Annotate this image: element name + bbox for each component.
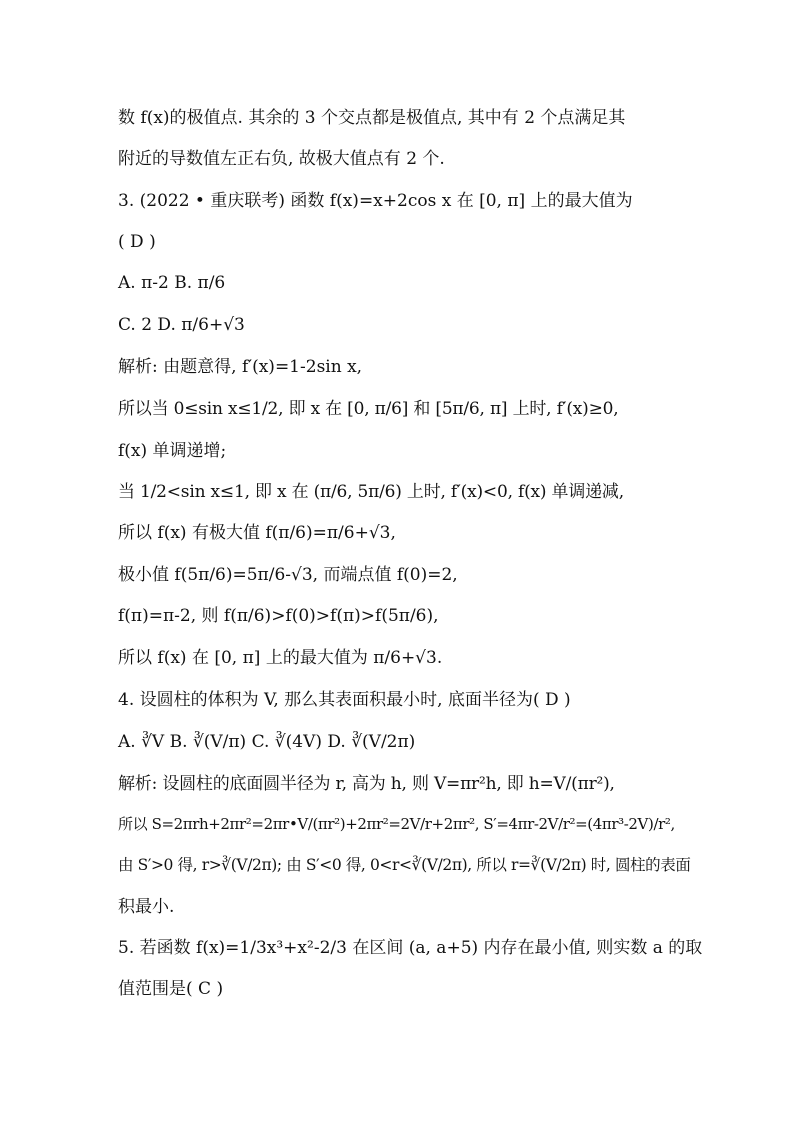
- solution-line: 当 1/2<sin x≤1, 即 x 在 (π/6, 5π/6) 上时, f′(x)<0, f(x) 单调递减,: [118, 482, 624, 502]
- solution-line: f(x) 单调递增;: [118, 441, 227, 461]
- solution-line: 极小值 f(5π/6)=5π/6-√3, 而端点值 f(0)=2,: [118, 565, 458, 585]
- solution-line: 解析: 由题意得, f′(x)=1-2sin x,: [118, 357, 363, 377]
- solution-line: 由 S′>0 得, r>∛(V/2π); 由 S′<0 得, 0<r<∛(V/2π), 所以 r=∛(V/2π) 时, 圆柱的表面: [118, 856, 691, 874]
- question-3-stem: 3. (2022 • 重庆联考) 函数 f(x)=x+2cos x 在 [0, π] 上的最大值为: [118, 191, 633, 211]
- question-3-options-ab: A. π-2 B. π/6: [118, 273, 226, 293]
- solution-line: 所以 f(x) 在 [0, π] 上的最大值为 π/6+√3.: [118, 648, 443, 668]
- solution-line: 所以当 0≤sin x≤1/2, 即 x 在 [0, π/6] 和 [5π/6, π] 上时, f′(x)≥0,: [118, 399, 619, 419]
- question-3-options-cd: C. 2 D. π/6+√3: [118, 315, 245, 335]
- solution-line: 解析: 设圆柱的底面圆半径为 r, 高为 h, 则 V=πr²h, 即 h=V/(πr²),: [118, 774, 615, 794]
- question-5-answer: 值范围是( C ): [118, 979, 224, 999]
- question-3-answer: ( D ): [118, 232, 156, 252]
- solution-line: 积最小.: [118, 897, 175, 917]
- question-4-stem: 4. 设圆柱的体积为 V, 那么其表面积最小时, 底面半径为( D ): [118, 690, 571, 710]
- question-5-stem: 5. 若函数 f(x)=1/3x³+x²-2/3 在区间 (a, a+5) 内存在最小值, 则实数 a 的取: [118, 938, 703, 958]
- solution-line: 所以 S=2πrh+2πr²=2πr•V/(πr²)+2πr²=2V/r+2πr², S′=4πr-2V/r²=(4πr³-2V)/r²,: [118, 815, 675, 833]
- solution-line: 所以 f(x) 有极大值 f(π/6)=π/6+√3,: [118, 523, 396, 543]
- text-line: 附近的导数值左正右负, 故极大值点有 2 个.: [118, 149, 445, 169]
- solution-line: f(π)=π-2, 则 f(π/6)>f(0)>f(π)>f(5π/6),: [118, 606, 439, 626]
- text-line: 数 f(x)的极值点. 其余的 3 个交点都是极值点, 其中有 2 个点满足其: [118, 108, 626, 128]
- question-4-options: A. ∛V B. ∛(V/π) C. ∛(4V) D. ∛(V/2π): [118, 732, 416, 752]
